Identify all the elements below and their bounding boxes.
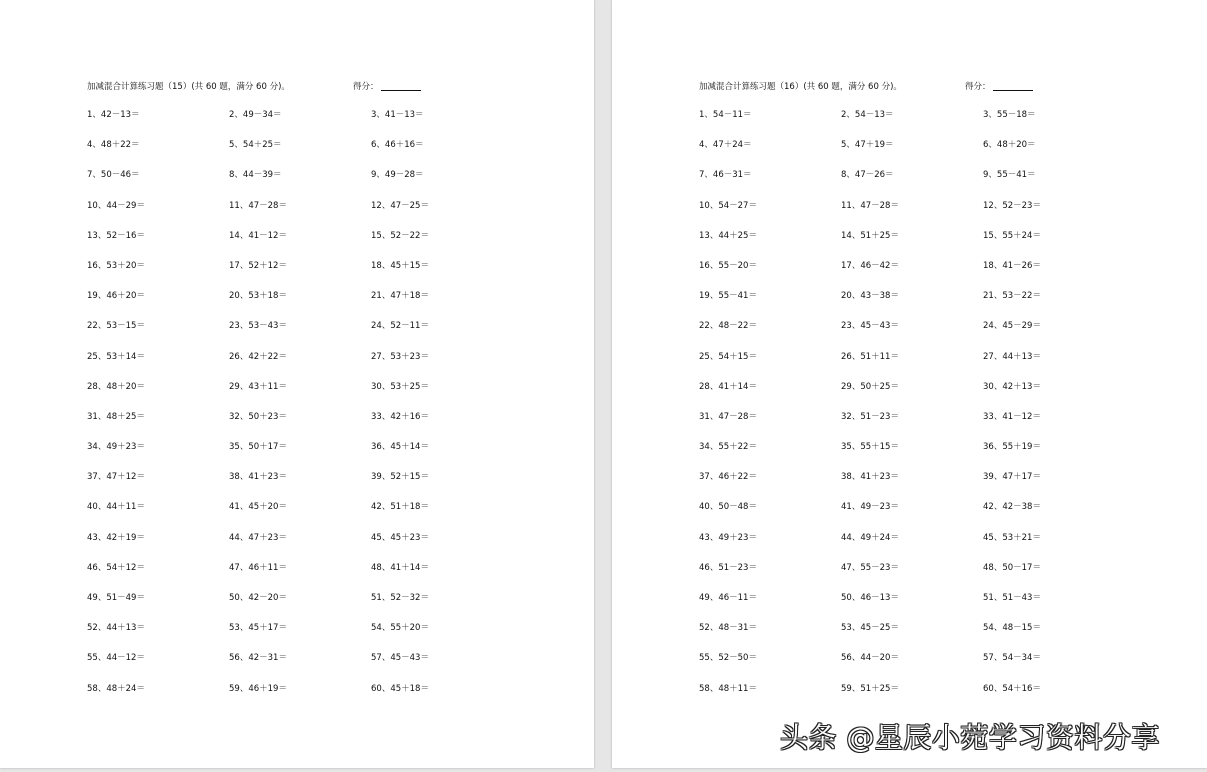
problem-item: 45、53＋21＝ xyxy=(983,532,1041,543)
problem-item: 48、50－17＝ xyxy=(983,562,1041,573)
score-label: 得分： xyxy=(353,82,379,92)
problem-item: 57、45－43＝ xyxy=(371,653,429,664)
problem-item: 56、42－31＝ xyxy=(229,653,287,664)
problem-item: 52、44＋13＝ xyxy=(87,623,145,634)
problem-item: 55、52－50＝ xyxy=(699,653,757,664)
problem-item: 54、48－15＝ xyxy=(983,623,1041,634)
problem-item: 29、43＋11＝ xyxy=(229,381,287,392)
score-field xyxy=(965,80,1033,92)
problem-item: 18、45＋15＝ xyxy=(371,260,429,271)
problem-item: 45、45＋23＝ xyxy=(371,532,429,543)
problem-item: 3、55－18＝ xyxy=(983,110,1036,120)
problem-item: 27、44＋13＝ xyxy=(983,351,1041,362)
problem-item: 58、48＋11＝ xyxy=(699,683,757,694)
problem-item: 53、45＋17＝ xyxy=(229,623,287,634)
problem-item: 6、48＋20＝ xyxy=(983,140,1036,151)
problem-item: 60、45＋18＝ xyxy=(371,683,429,694)
problem-item: 23、53－43＝ xyxy=(229,321,287,332)
problem-item: 25、53＋14＝ xyxy=(87,351,145,362)
problem-item: 1、54－11＝ xyxy=(699,110,752,120)
problem-item: 25、54＋15＝ xyxy=(699,351,757,362)
problem-item: 21、47＋18＝ xyxy=(371,291,429,302)
problem-item: 28、41＋14＝ xyxy=(699,381,757,392)
problem-item: 9、55－41＝ xyxy=(983,170,1036,181)
problem-item: 43、49＋23＝ xyxy=(699,532,757,543)
problem-item: 43、42＋19＝ xyxy=(87,532,145,543)
problem-item: 19、55－41＝ xyxy=(699,291,757,302)
problem-item: 24、45－29＝ xyxy=(983,321,1041,332)
problem-item: 14、51＋25＝ xyxy=(841,230,899,241)
problem-item: 22、53－15＝ xyxy=(87,321,145,332)
problem-item: 29、50＋25＝ xyxy=(841,381,899,392)
worksheet-title: 加减混合计算练习题（15）(共 60 题，满分 60 分)。 xyxy=(87,82,290,92)
problem-item: 36、55＋19＝ xyxy=(983,442,1041,453)
problem-item: 27、53＋23＝ xyxy=(371,351,429,362)
problem-grid xyxy=(87,110,507,714)
problem-item: 38、41＋23＝ xyxy=(841,472,899,483)
problem-item: 14、41－12＝ xyxy=(229,230,287,241)
problem-item: 1、42－13＝ xyxy=(87,110,140,120)
problem-item: 60、54＋16＝ xyxy=(983,683,1041,694)
score-field xyxy=(353,80,421,92)
problem-item: 33、42＋16＝ xyxy=(371,411,429,422)
problem-item: 36、45＋14＝ xyxy=(371,442,429,453)
problem-item: 49、51－49＝ xyxy=(87,593,145,603)
problem-item: 50、42－20＝ xyxy=(229,593,287,603)
problem-item: 15、52－22＝ xyxy=(371,230,429,241)
problem-item: 31、47－28＝ xyxy=(699,411,757,422)
problem-item: 5、54＋25＝ xyxy=(229,140,282,151)
problem-grid xyxy=(699,110,1119,714)
problem-item: 34、55＋22＝ xyxy=(699,442,757,453)
problem-item: 55、44－12＝ xyxy=(87,653,145,664)
worksheet-page-15 xyxy=(0,0,594,768)
problem-item: 15、55＋24＝ xyxy=(983,230,1041,241)
problem-item: 18、41－26＝ xyxy=(983,260,1041,271)
problem-item: 32、51－23＝ xyxy=(841,411,899,422)
worksheet-title: 加减混合计算练习题（16）(共 60 题，满分 60 分)。 xyxy=(699,82,902,92)
problem-item: 50、46－13＝ xyxy=(841,593,899,603)
score-blank xyxy=(381,81,421,91)
problem-item: 12、52－23＝ xyxy=(983,200,1041,211)
score-blank xyxy=(993,81,1033,91)
problem-item: 34、49＋23＝ xyxy=(87,442,145,453)
problem-item: 39、52＋15＝ xyxy=(371,472,429,483)
problem-item: 7、46－31＝ xyxy=(699,170,752,181)
problem-item: 8、44－39＝ xyxy=(229,170,282,181)
problem-item: 58、48＋24＝ xyxy=(87,683,145,694)
problem-item: 32、50＋23＝ xyxy=(229,411,287,422)
problem-item: 48、41＋14＝ xyxy=(371,562,429,573)
problem-item: 33、41－12＝ xyxy=(983,411,1041,422)
problem-item: 35、50＋17＝ xyxy=(229,442,287,453)
problem-item: 47、55－23＝ xyxy=(841,562,899,573)
worksheet-page-16 xyxy=(612,0,1207,768)
problem-item: 47、46＋11＝ xyxy=(229,562,287,573)
problem-item: 4、48＋22＝ xyxy=(87,140,140,151)
problem-item: 59、46＋19＝ xyxy=(229,683,287,694)
problem-item: 54、55＋20＝ xyxy=(371,623,429,634)
problem-item: 2、49－34＝ xyxy=(229,110,282,120)
problem-item: 35、55＋15＝ xyxy=(841,442,899,453)
problem-item: 8、47－26＝ xyxy=(841,170,894,181)
problem-item: 40、44＋11＝ xyxy=(87,502,145,513)
problem-item: 41、45＋20＝ xyxy=(229,502,287,513)
problem-item: 11、47－28＝ xyxy=(841,200,899,211)
problem-item: 23、45－43＝ xyxy=(841,321,899,332)
watermark-text: 头条 @星辰小菀学习资料分享 xyxy=(780,721,1160,754)
problem-item: 3、41－13＝ xyxy=(371,110,424,120)
problem-item: 12、47－25＝ xyxy=(371,200,429,211)
problem-item: 13、44＋25＝ xyxy=(699,230,757,241)
problem-item: 21、53－22＝ xyxy=(983,291,1041,302)
problem-item: 11、47－28＝ xyxy=(229,200,287,211)
problem-item: 40、50－48＝ xyxy=(699,502,757,513)
problem-item: 53、45－25＝ xyxy=(841,623,899,634)
problem-item: 17、46－42＝ xyxy=(841,260,899,271)
problem-item: 42、51＋18＝ xyxy=(371,502,429,513)
problem-item: 56、44－20＝ xyxy=(841,653,899,664)
problem-item: 52、48－31＝ xyxy=(699,623,757,634)
problem-item: 51、51－43＝ xyxy=(983,593,1041,603)
problem-item: 46、54＋12＝ xyxy=(87,562,145,573)
problem-item: 59、51＋25＝ xyxy=(841,683,899,694)
problem-item: 22、48－22＝ xyxy=(699,321,757,332)
problem-item: 13、52－16＝ xyxy=(87,230,145,241)
problem-item: 30、42＋13＝ xyxy=(983,381,1041,392)
problem-item: 26、51＋11＝ xyxy=(841,351,899,362)
problem-item: 37、47＋12＝ xyxy=(87,472,145,483)
problem-item: 30、53＋25＝ xyxy=(371,381,429,392)
problem-item: 46、51－23＝ xyxy=(699,562,757,573)
score-label: 得分： xyxy=(965,82,991,92)
problem-item: 20、43－38＝ xyxy=(841,291,899,302)
problem-item: 51、52－32＝ xyxy=(371,593,429,603)
problem-item: 6、46＋16＝ xyxy=(371,140,424,151)
problem-item: 26、42＋22＝ xyxy=(229,351,287,362)
problem-item: 7、50－46＝ xyxy=(87,170,140,181)
problem-item: 42、42－38＝ xyxy=(983,502,1041,513)
problem-item: 10、54－27＝ xyxy=(699,200,757,211)
problem-item: 17、52＋12＝ xyxy=(229,260,287,271)
problem-item: 39、47＋17＝ xyxy=(983,472,1041,483)
problem-item: 44、49＋24＝ xyxy=(841,532,899,543)
problem-item: 44、47＋23＝ xyxy=(229,532,287,543)
problem-item: 24、52－11＝ xyxy=(371,321,429,332)
problem-item: 9、49－28＝ xyxy=(371,170,424,181)
problem-item: 37、46＋22＝ xyxy=(699,472,757,483)
problem-item: 19、46＋20＝ xyxy=(87,291,145,302)
problem-item: 41、49－23＝ xyxy=(841,502,899,513)
problem-item: 16、55－20＝ xyxy=(699,260,757,271)
problem-item: 49、46－11＝ xyxy=(699,593,757,603)
problem-item: 16、53＋20＝ xyxy=(87,260,145,271)
problem-item: 57、54－34＝ xyxy=(983,653,1041,664)
problem-item: 31、48＋25＝ xyxy=(87,411,145,422)
problem-item: 20、53＋18＝ xyxy=(229,291,287,302)
problem-item: 5、47＋19＝ xyxy=(841,140,894,151)
problem-item: 4、47＋24＝ xyxy=(699,140,752,151)
problem-item: 38、41＋23＝ xyxy=(229,472,287,483)
problem-item: 28、48＋20＝ xyxy=(87,381,145,392)
problem-item: 10、44－29＝ xyxy=(87,200,145,211)
problem-item: 2、54－13＝ xyxy=(841,110,894,120)
